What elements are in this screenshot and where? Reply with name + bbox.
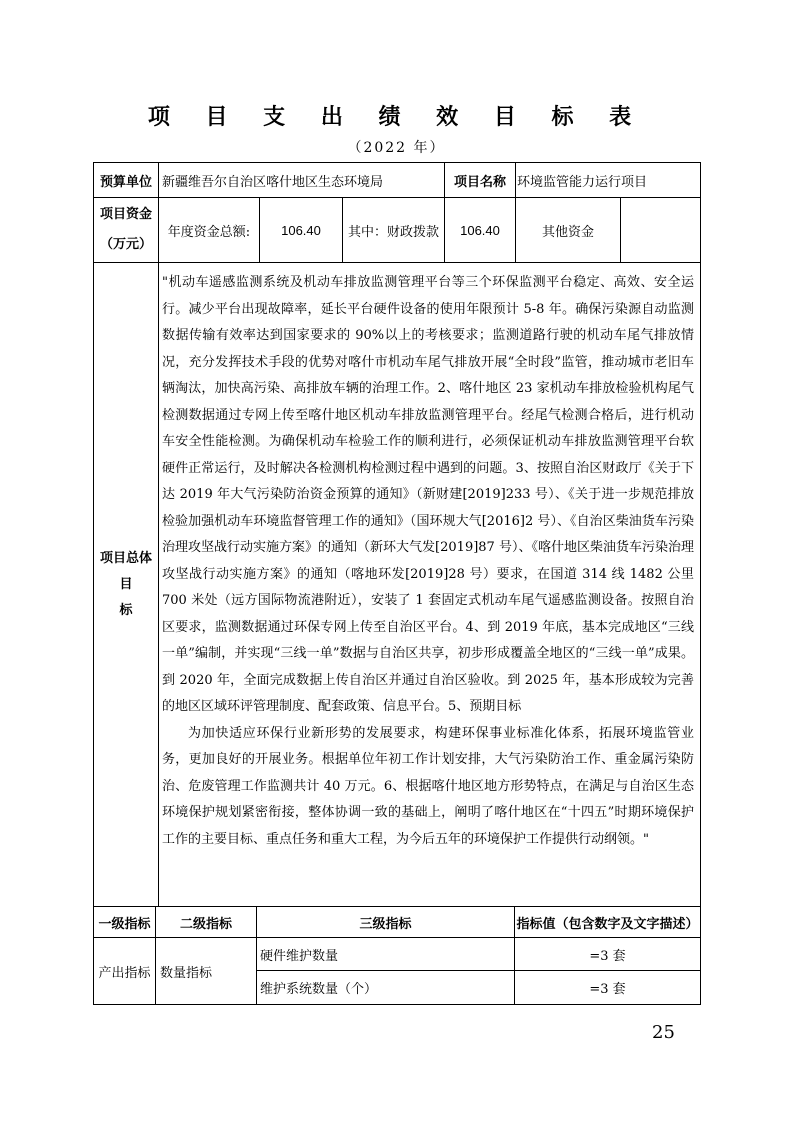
- overall-goal-text: [162, 270, 694, 853]
- overall-goal-label-line1: 项目总体目: [99, 550, 152, 592]
- col-divider: [515, 162, 516, 198]
- level1-output: 产出指标: [98, 965, 151, 981]
- header-value: 指标值（包含数字及文字描述）: [516, 916, 699, 932]
- budget-unit-value: 新疆维吾尔自治区喀什地区生态环境局: [162, 174, 384, 190]
- header-level2: 二级指标: [179, 916, 232, 932]
- col-divider: [158, 162, 159, 907]
- project-name-value: 环境监管能力运行项目: [517, 174, 648, 190]
- budget-unit-label: 预算单位: [99, 174, 152, 190]
- level2-quantity: 数量指标: [160, 965, 213, 981]
- table-row-level3: 硬件维护数量: [260, 948, 339, 964]
- table-border-bottom: [93, 1004, 701, 1005]
- goal-paragraph: "机动车遥感监测系统及机动车排放监测管理平台等三个环保监测平台稳定、高效、安全运行。减少平台出现故障率，延长平台硬件设备的使用年限预计 5-8 年。确保污染源自动监测数据传输有效率达到国家要求的 90%以上的考核要求；监测道路行驶的机动车尾气排放情况，充分发挥技术手段的优势对喀什市机动车尾气排放开展“全时段”监管，推动城市老旧车辆淘汰，加快高污染、高排放车辆的治理工作。2、喀什地区 23 家机动车排放检验机构尾气检测数据通过专网上传至喀什地区机动车排放监测管理平台。经尾气检测合格后，进行机动车安全性能检测。为确保机动车检验工作的顺利进行，必须保证机动车排放监测管理平台软硬件正常运行，及时解决各检测机构检测过程中遇到的问题。3、按照自治区财政厅《关于下达 2019 年大气污染防治资金预算的通知》（新财建[2019]233 号）、《关于进一步规范排放检验加强机动车环境监督管理工作的通知》（国环规大气[2016]2 号）、《自治区柴油货车污染治理攻坚战行动实施方案》的通知（新环大气发[2019]87 号）、《喀什地区柴油货车污染治理攻坚战行动实施方案》的通知（喀地环发[2019]28 号）要求，在国道 314 线 1482 公里 700 米处（远方国际物流港附近），安装了 1 套固定式机动车尾气遥感监测设备。按照自治区要求，监测数据通过环保专网上传至自治区平台。4、到 2019 年底，基本完成地区“三线一单”编制，并实现“三线一单”数据与自治区共享，初步形成覆盖全地区的“三线一单”成果。到 2020 年，全面完成数据上传自治区并通过自治区验收。到 2025 年，基本形成较为完善的地区区域环评管理制度、配套政策、信息平台。5、预期目标: [162, 275, 694, 714]
- table-row-value: =3 套: [589, 982, 626, 997]
- header-level1: 一级指标: [98, 916, 151, 932]
- page-title: 项 目 支 出 绩 效 目 标 表: [147, 104, 646, 130]
- other-funds-label: 其他资金: [541, 224, 594, 240]
- funds-label-line1: 项目资金: [99, 207, 152, 222]
- project-name-label: 项目名称: [453, 174, 506, 190]
- annual-total-value: 106.40: [281, 222, 321, 238]
- page-year: （2022 年）: [347, 140, 446, 156]
- table-row-level3: 维护系统数量（个）: [260, 982, 378, 997]
- header-level3: 三级指标: [359, 916, 412, 932]
- goal-paragraph: 为加快适应环保行业新形势的发展要求，构建环保事业标准化体系，拓展环境监管业务，更加良好的开展业务。根据单位年初工作计划安排，大气污染防治工作、重金属污染防治、危废管理工作监测共计 40 万元。6、根据喀什地区地方形势特点，在满足与自治区生态环境保护规划紧密衔接，整体协调一致的基础上，阐明了喀什地区在“十四五”时期环境保护工作的主要目标、重点任务和重大工程，为今后五年的环境保护工作提供行动纲领。": [162, 725, 694, 847]
- fiscal-allocation-label: 其中：财政拨款: [347, 224, 439, 240]
- overall-goal-label: [94, 263, 158, 906]
- annual-total-label: 年度资金总额:: [167, 224, 251, 240]
- funds-label-line2: （万元）: [99, 237, 152, 252]
- row-divider: [93, 262, 701, 263]
- page-number: 25: [652, 1022, 675, 1043]
- fiscal-allocation-value: 106.40: [460, 222, 500, 238]
- other-funds-value: [621, 198, 700, 262]
- table-border-right: [700, 162, 701, 1005]
- table-row-value: =3 套: [589, 948, 626, 964]
- funds-label: [94, 198, 158, 262]
- overall-goal-label-line2: 标: [119, 602, 133, 618]
